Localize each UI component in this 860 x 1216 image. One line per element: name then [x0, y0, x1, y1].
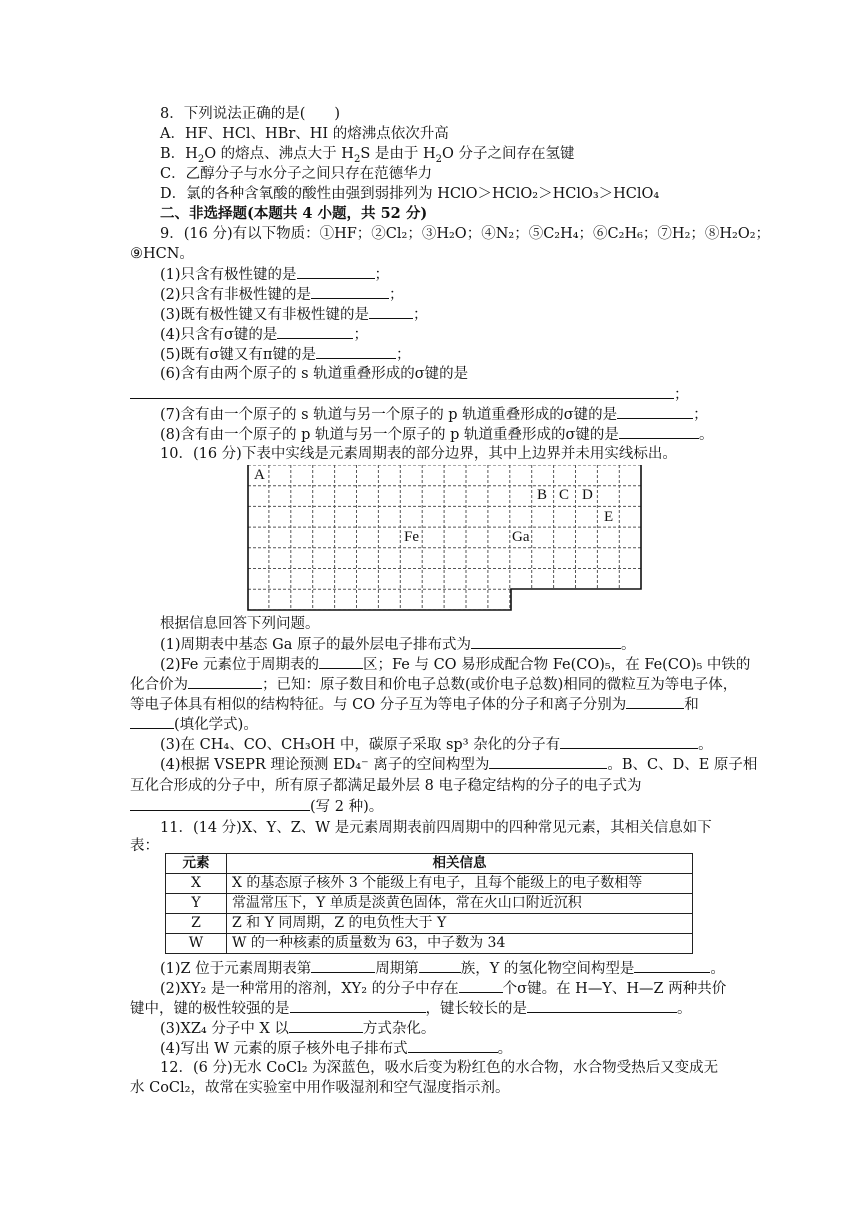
q11-part1: (1)Z 位于元素周期表第 周期第 族，Y 的氢化物空间构型是 。	[160, 958, 725, 979]
q9-stem-cont: ⑨HCN。	[130, 246, 194, 262]
q8-stem: 8．下列说法正确的是( )	[160, 106, 341, 122]
q10-lead: 根据信息回答下列问题。	[160, 616, 320, 632]
element-info-table	[165, 853, 693, 954]
q11-part3: (3)XZ₄ 分子中 X 以 方式杂化。	[160, 1018, 435, 1039]
q12-line2: 水 CoCl₂，故常在实验室中用作吸湿剂和空气湿度指示剂。	[130, 1080, 510, 1096]
table-row	[166, 914, 693, 934]
q11-stem: 11．(14 分)X、Y、Z、W 是元素周期表前四周期中的四种常见元素，其相关信息如下	[160, 820, 712, 836]
q9-part6: (6)含有由两个原子的 s 轨道重叠形成的σ键的是	[160, 366, 469, 382]
q10-part1: (1)周期表中基态 Ga 原子的最外层电子排布式为 。	[160, 634, 635, 655]
q9-part3: (3)既有极性键又有非极性键的是 ；	[160, 304, 428, 325]
q10-part2: (2)Fe 元素位于周期表的 区；Fe 与 CO 易形成配合物 Fe(CO)₅，在 Fe(CO)₅ 中铁的	[160, 654, 750, 675]
q9-part1: (1)只含有极性键的是 ；	[160, 264, 389, 285]
element-label-e: E	[604, 509, 614, 525]
q9-part5: (5)既有σ键又有π键的是 ；	[160, 344, 410, 365]
q10-part2-line3: 等电子体具有相似的结构特征。与 CO 分子互为等电子体的分子和离子分别为 和	[130, 694, 699, 715]
cell-element: Y	[166, 894, 227, 914]
element-label-d: D	[582, 487, 593, 503]
element-label-ga: Ga	[512, 529, 530, 545]
q10-part3: (3)在 CH₄、CO、CH₃OH 中，碳原子采取 sp³ 杂化的分子有 。	[160, 734, 713, 755]
cell-element: Z	[166, 914, 227, 934]
header-info: 相关信息	[227, 854, 693, 874]
cell-info: X 的基态原子核外 3 个能级上有电子，且每个能级上的电子数相等	[227, 874, 693, 894]
q11-part2: (2)XY₂ 是一种常用的溶剂，XY₂ 的分子中存在 个σ键。在 H—Y、H—Z 两种共价	[160, 978, 726, 999]
q9-part6-answer: ；	[130, 384, 689, 405]
q10-part4-line3: (写 2 种)。	[130, 796, 383, 817]
q8-option-d: D．氯的各种含氧酸的酸性由强到弱排列为 HClO＞HClO₂＞HClO₃＞HClO₄	[160, 186, 660, 202]
cell-element: W	[166, 934, 227, 954]
element-label-fe: Fe	[404, 529, 419, 545]
section-heading: 二、非选择题(本题共 4 小题，共 52 分)	[160, 205, 428, 222]
q11-part2-line2: 键中，键的极性较强的是 ，键长较长的是 。	[130, 998, 692, 1019]
q10-part4-line2: 互化合形成的分子中，所有原子都满足最外层 8 电子稳定结构的分子的电子式为	[130, 778, 642, 794]
q10-part4: (4)根据 VSEPR 理论预测 ED₄⁻ 离子的空间构型为 。B、C、D、E 原子相	[160, 754, 757, 775]
q12-line1: 12．(6 分)无水 CoCl₂ 为深蓝色，吸水后变为粉红色的水合物，水合物受热后又变成无	[160, 1060, 719, 1076]
q10-part2-line4: (填化学式)。	[130, 714, 258, 735]
table-header-row	[166, 854, 693, 874]
table-row	[166, 874, 693, 894]
q11-stem-cont: 表：	[130, 838, 159, 854]
cell-info: 常温常压下，Y 单质是淡黄色固体，常在火山口附近沉积	[227, 894, 693, 914]
q9-part2: (2)只含有非极性键的是 ；	[160, 284, 404, 305]
table-row	[166, 894, 693, 914]
element-label-a: A	[254, 467, 265, 483]
element-label-c: C	[559, 487, 570, 503]
q9-part8: (8)含有由一个原子的 p 轨道与另一个原子的 p 轨道重叠形成的σ键的是 。	[160, 424, 713, 445]
element-label-b: B	[537, 487, 548, 503]
q11-part4: (4)写出 W 元素的原子核外电子排布式 。	[160, 1038, 512, 1059]
q10-stem: 10．(16 分)下表中实线是元素周期表的部分边界，其中上边界并未用实线标出。	[160, 446, 677, 462]
header-element: 元素	[166, 854, 227, 874]
cell-info: W 的一种核素的质量数为 63，中子数为 34	[227, 934, 693, 954]
q9-part7: (7)含有由一个原子的 s 轨道与另一个原子的 p 轨道重叠形成的σ键的是 ；	[160, 404, 708, 425]
q9-stem: 9．(16 分)有以下物质：①HF；②Cl₂；③H₂O；④N₂；⑤C₂H₄；⑥C₂H₆；⑦H₂；⑧H₂O₂；	[160, 226, 771, 242]
q10-part2-line2: 化合价为 ；已知：原子数目和价电子总数(或价电子总数)相同的微粒互为等电子体，	[130, 674, 737, 695]
cell-element: X	[166, 874, 227, 894]
q9-part4: (4)只含有σ键的是 ；	[160, 324, 368, 345]
q8-option-a: A．HF、HCl、HBr、HI 的熔沸点依次升高	[160, 126, 449, 142]
q8-option-b: B．$H_2O$ 的熔点、沸点大于 $H_2S$ 是由于 $H_2O$ 分子之间存在氢键	[160, 146, 575, 165]
q8-option-c: C．乙醇分子与水分子之间只存在范德华力	[160, 166, 433, 182]
table-row	[166, 934, 693, 954]
cell-info: Z 和 Y 同周期，Z 的电负性大于 Y	[227, 914, 693, 934]
